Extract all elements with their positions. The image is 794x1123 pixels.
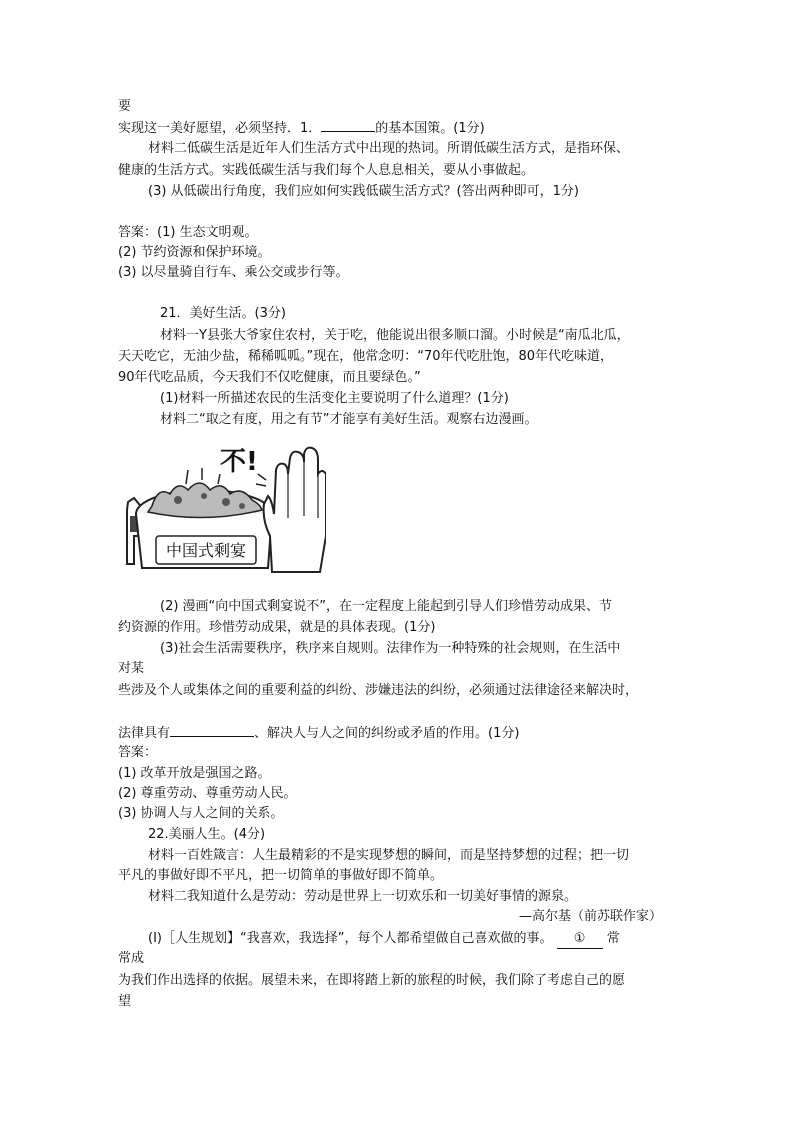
- comic-banner-text: 中国式剩宴: [165, 541, 247, 560]
- text-segment: (I)［人生规划】“我喜欢，我选择”，每个人都希望做自己喜欢做的事。: [148, 931, 553, 946]
- text-line: 常成: [118, 951, 145, 966]
- text-line: 约资源的作用。珍惜劳动成果，就是的具体表现。(1分): [118, 620, 436, 635]
- text-line: 要: [118, 99, 132, 114]
- answer-line: (2) 尊重劳动、尊重劳动人民。: [118, 786, 297, 801]
- answer-line: (1) 改革开放是强国之路。: [118, 766, 271, 781]
- fill-blank: [321, 118, 375, 132]
- text-line: 材料二低碳生活是近年人们生活方式中出现的热词。所谓低碳生活方式，是指环保、: [148, 141, 630, 156]
- text-line: [148, 930, 620, 949]
- quote-attribution: —高尔基（前苏联作家）: [518, 909, 662, 924]
- answer-line: 答案：(1) 生态文明观。: [118, 225, 258, 240]
- answer-heading: 答案：: [118, 745, 158, 760]
- answer-line: (2) 节约资源和保护环境。: [118, 245, 271, 260]
- text-line: (2) 漫画“向中国式剩宴说不”，在一定程度上能起到引导人们珍惜劳动成果、节: [160, 599, 613, 614]
- comic-shout-text: 不!: [220, 447, 258, 477]
- text-line: (1)材料一所描述农民的生活变化主要说明了什么道理？(1分): [160, 391, 509, 406]
- text-line: 材料一百姓箴言：人生最精彩的不是实现梦想的瞬间，而是坚持梦想的过程；把一切: [148, 848, 630, 863]
- text-line: 材料一Y县张大爷家住农村，关于吃，他能说出很多顺口溜。小时候是“南瓜北瓜，: [160, 328, 630, 343]
- text-line: [118, 723, 519, 743]
- text-line: (3)社会生活需要秩序，秩序来自规则。法律作为一种特殊的社会规则，在生活中: [160, 641, 621, 656]
- text-segment: 的基本国策。(1分): [375, 121, 485, 136]
- text-segment: 法律具有: [118, 726, 171, 741]
- question-heading: 22.美丽人生。(4分): [148, 827, 266, 842]
- answer-line: (3) 协调人与人之间的关系。: [118, 806, 284, 821]
- text-line: 90年代吃品质，今天我们不仅吃健康，而且要绿色。”: [118, 370, 421, 385]
- question-heading: 21．美好生活。(3分): [160, 306, 286, 321]
- text-line: 些涉及个人或集体之间的重要利益的纠纷、涉嫌违法的纠纷，必须通过法律途径来解决时，: [118, 683, 639, 698]
- text-line: (3) 从低碳出行角度，我们应如何实践低碳生活方式？(答出两种即可，1分): [148, 184, 579, 199]
- text-line: 望: [118, 994, 132, 1009]
- text-line: 对某: [118, 661, 145, 676]
- comic-illustration: [122, 440, 326, 580]
- text-line: [118, 118, 485, 138]
- text-line: 为我们作出选择的依据。展望未来，在即将踏上新的旅程的时候，我们除了考虑自己的愿: [118, 973, 626, 988]
- text-line: 健康的生活方式。实践低碳生活与我们每个人息息相关，要从小事做起。: [118, 163, 535, 178]
- answer-line: (3) 以尽量骑自行车、乘公交或步行等。: [118, 265, 349, 280]
- fill-blank: [170, 723, 254, 737]
- text-line: 材料二“取之有度，用之有节”才能享有美好生活。观察右边漫画。: [160, 412, 538, 427]
- text-line: 天天吃它，无油少盐，稀稀呱呱。”现在，他常念叨：“70年代吃肚饱，80年代吃味道，: [118, 349, 614, 364]
- text-segment: 、解决人与人之间的纠纷或矛盾的作用。(1分): [254, 726, 520, 741]
- text-segment: 实现这一美好愿望，必须坚持．1．: [118, 121, 322, 136]
- text-line: 平凡的事做好即不平凡，把一切简单的事做好即不简单。: [118, 868, 444, 883]
- text-line: 材料二我知道什么是劳动：劳动是世界上一切欢乐和一切美好事情的源泉。: [148, 889, 578, 904]
- text-segment: 常: [606, 931, 620, 946]
- numbered-blank: ①: [557, 930, 603, 949]
